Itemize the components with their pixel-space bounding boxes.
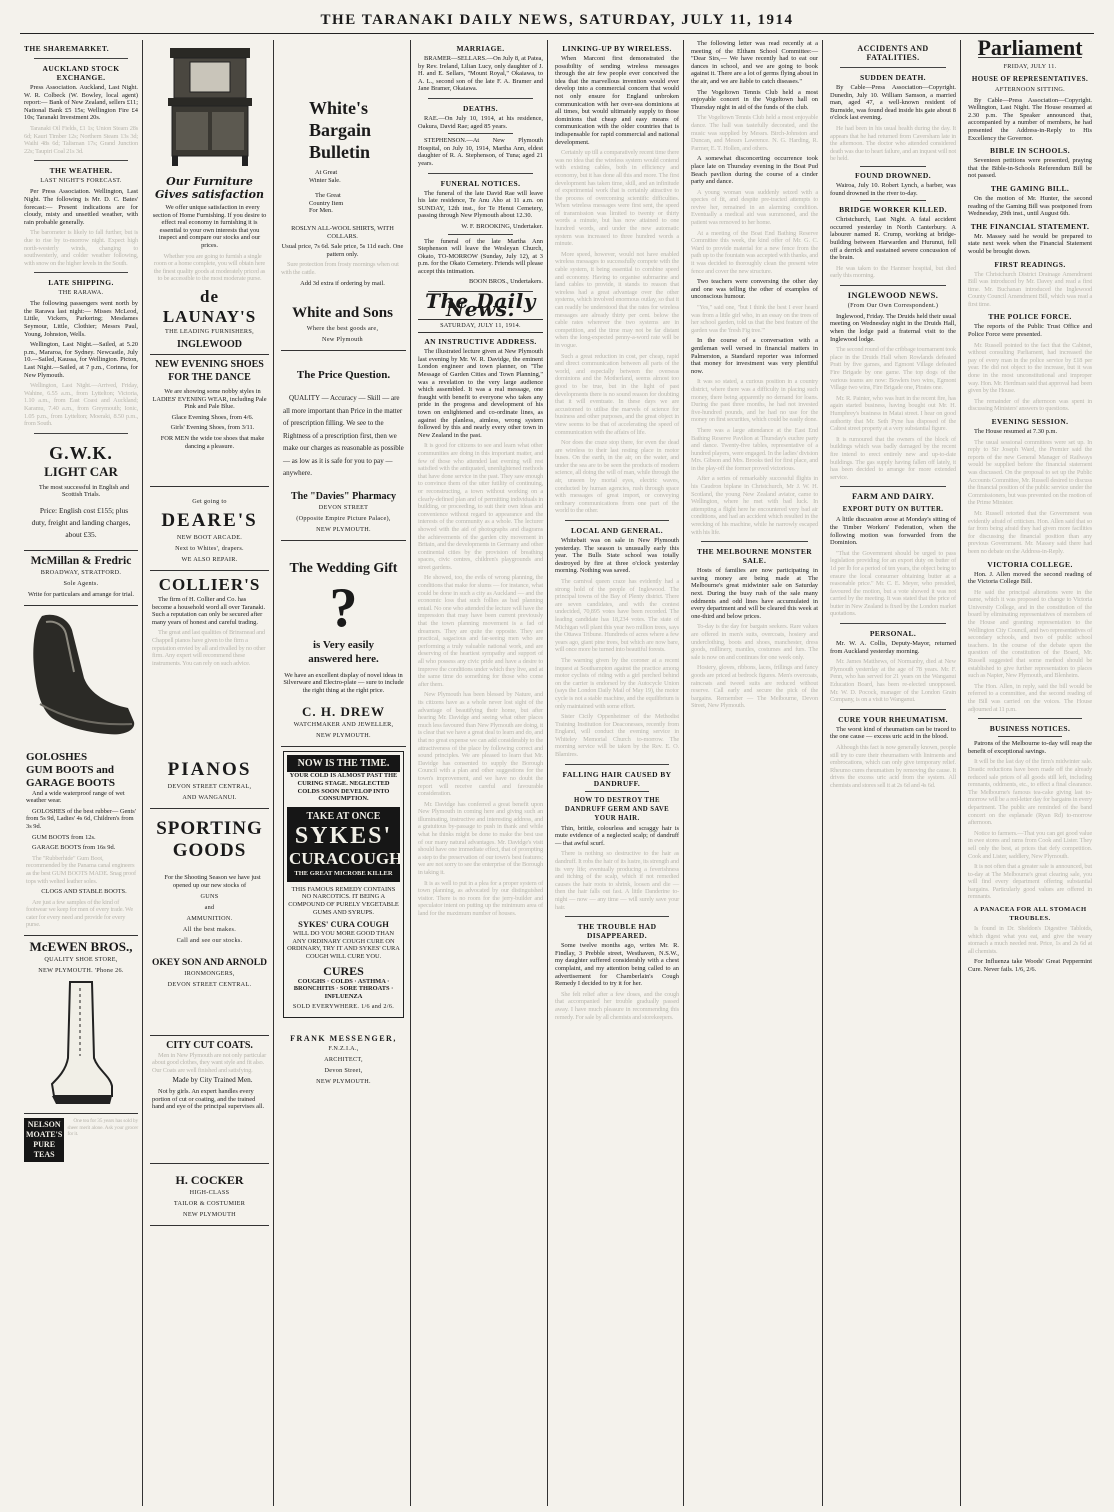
sykes-cura-cough-advert [283, 751, 404, 1018]
pianos-wanganui: AND WANGANUI. [182, 794, 237, 802]
editorial-date: SATURDAY, JULY 11, 1914. [418, 319, 543, 333]
nelson-moate-advert: NELSON MOATE'S PURE TEAS One tea for 35 years has sold by sheer merit alone. Ask your grocer for it. [24, 1118, 138, 1162]
deares-advert [150, 487, 269, 571]
bulletin-title: Bulletin [309, 142, 371, 162]
victoria-college-heading: VICTORIA COLLEGE. [987, 559, 1073, 569]
parliament-heading: Parliament [977, 40, 1083, 60]
waterproof-range: And a wide waterproof range of wet weather wear. [26, 789, 125, 805]
mcmillan-agents: Sole Agents. [63, 579, 99, 587]
evening-session-body: The House resumed at 7.30 p.m. [974, 428, 1058, 435]
bargain-title: Bargain [309, 120, 372, 140]
inglewood-heading: INGLEWOOD NEWS. [847, 289, 939, 300]
funeral-rae: The funeral of the late David Rae will leave his late residence, Te Anu Aho at 11 a.m. on SUNDAY, 12th inst., for Te Henui Cemetery, passing through New Plymouth about 12.30. [418, 189, 543, 220]
garage-boots-title: GARAGE BOOTS [26, 776, 115, 789]
police-force-heading: THE POLICE FORCE. [988, 312, 1072, 322]
personal-heading: PERSONAL. [869, 629, 917, 639]
will-cure-you: WILL DO YOU MORE GOOD THAN ANY ORDINARY COUGH CURE ON ORDINARY, TRY IT AND SYKES' CURA COUGH WILL CURE YOU. [287, 930, 400, 960]
messenger-advert [281, 1022, 406, 1092]
local-general-body: Whitebait was on sale in New Plymouth yesterday. The season is unusually early this year. The Bulls State school was totally destroyed by fire at three o'clock yesterday morning. Nothing was saved. [555, 537, 679, 575]
goloshes-advert: GOLOSHES GUM BOOTS and GARAGE BOOTS And a wide waterproof range of wet weather wear. GOLOSHES of the best rubber— Gents' from 5s 9d, Ladies' 4s 6d, Children's from 3s 9d. GUM BOOTS from 12s. GARAGE BOOTS from 16s 9d. The "Rubberhide" Gum Boot, recommended by the Panama canal engineers as the best GUM BOOTS MADE. Snag proof tops with welted leather soles. CLOGS AND STABLE BOOTS. Are just a few samples of the kind of footwear we keep for men of every trade. We cater for every need and provide for every purse. [24, 748, 138, 937]
golosh-icon [24, 608, 142, 746]
sykes-title: SYKES' [294, 822, 393, 849]
boot-icon [46, 978, 116, 1108]
stomach-troubles-heading: A PANACEA FOR ALL STOMACH TROUBLES. [973, 906, 1087, 923]
drew-town: NEW PLYMOUTH. [316, 732, 371, 740]
column-rule [142, 40, 143, 1506]
shirt-price: Usual price, 7s 6d. Sale price, 5s 11d each. One pattern only. [281, 243, 404, 258]
goloshes-title: GOLOSHES [26, 750, 88, 763]
deares-location: Next to Whites', drapers. [175, 545, 244, 553]
colliers-title: COLLIER'S [158, 575, 261, 595]
column-1: THE SHAREMARKET. AUCKLAND STOCK EXCHANGE. Press Association. Auckland, Last Night. W. R. Colbeck (W. Bowley, local agent) report:— Bank of New Zealand, sellers £11; National Bank £5 15s; Wellington Fire £4 10s; Taranaki Investment 20s. Taranaki Oil Fields, £1 1s; Union Steam 28s 6d; Kauri Timber 12s; Northern Steam 13s 3d; Waihi 48s 6d; Talisman 17s; Grand Junction 22s; Taupiri Coal 21s 3d. THE WEATHER. LAST NIGHT'S FORECAST. Per Press Association. Wellington, Last Night. The following is Mr. D. C. Bates' forecast:— Present indications are for cloudy, misty and unsettled weather, with rain probable generally. The barometer is likely to fall further, but is due to rise by to-morrow night. Expect high north-westerly winds, changing to southwesterly, and colder weather following, with snow on the higher levels in the South. LATE SHIPPING. THE RARAWA. The following passengers went north by the Rarawa last night:— Misses McLeod, Little, Vickers, Parkering; Mesdames Seymour, Little, Clothier; Messrs Paul, Young, Johnston, Wells. Wellington, Last Night.—Sailed, at 5.20 p.m., Mararoa, for Sydney. Newcastle, July 10.—Sailed, Kaussa, for Wellington. Picton, Last Night.—Sailed, at 7 p.m., Corinna, for New Plymouth. Wellington, Last Night.—Arrived, Friday, Wahine, 6.55 a.m., from Lyttelton; Victoria, 1.10 a.m., from East Coast and Auckland; Karamu, 7.40 a.m., from Greymouth; Ionic, 1.05 p.m., from Lyttelton; Moeraki, 8.50 p.m., from South. G.W.K. LIGHT CAR The most successful in English and Scottish Trials. Price: English cost £155; plus duty, freight and landing charges, about £35. McMillan & Fredric BROADWAY, STRATFORD. Sole Agents. Write for particulars and arrange for trial. GOLOSHES GUM BOOTS and GARAGE BOOTS And a wide waterproof range of wet weather wear. GOLOSHES of the best rubber— Gents' from 5s 9d, Ladies' 4s 6d, Children's from 3s 9d. GUM BOOTS from 12s. GARAGE BOOTS from 16s 9d. The "Rubberhide" Gum Boot, recommended by the Panama canal engineers as the best GUM BOOTS MADE. Snag proof tops with welted leather soles. CLOGS AND STABLE BOOTS. Are just a few samples of the kind of footwear we keep for men of every trade. We cater for every need and provide for every purse. McEWEN BROS., QUALITY SHOE STORE, NEW PLYMOUTH. 'Phone 26. NELSON MOATE'S PURE TEAS One tea for 35 years has sold by sheer merit alone. Ask your grocer for it. [20, 40, 142, 1506]
country-item: The Great Country Item For Men. [309, 192, 344, 215]
death-notice-stephenson: STEPHENSON.—At New Plymouth Hospital, on July 10, 1914, Martha Ann, eldest daughter of R. A. Stephenson, of Tuna; aged 21 years. [418, 137, 543, 167]
clogs-line: CLOGS AND STABLE BOOTS. [41, 888, 127, 896]
correspondent-note: (From Our Own Correspondent.) [847, 301, 939, 309]
personal-body: Mr. W. A. Collis, Deputy-Mayor, returned from Auckland yesterday morning. [830, 640, 956, 655]
column-3 [277, 40, 410, 1506]
undertaker-boon: BOON BROS., Undertakers. [468, 278, 543, 286]
shipping-movements: Wellington, Last Night.—Sailed, at 5.20 p.m., Mararoa, for Sydney. Newcastle, July 10.—Sailed, Kaussa, for Wellington. Picton, Last Night.—Sailed, at 7 p.m., Corinna, for New Plymouth. [24, 341, 138, 379]
wedding-gift-advert [281, 541, 406, 748]
vogeltown-concert: The Vogeltown Tennis Club held a most enjoyable concert in the Vogeltown hall on Thursday night in aid of the funds of the club. [691, 88, 818, 111]
falling-hair-heading: FALLING HAIR CAUSED BY DANDRUFF. [562, 769, 672, 788]
gaming-bill-body: On the motion of Mr. Hunter, the second reading of the Gaming Bill was postponed from Wednesday, 29th inst., until August 6th. [968, 194, 1092, 218]
column-rule [410, 40, 411, 1506]
butter-duty-heading: EXPORT DUTY ON BUTTER. [842, 506, 944, 514]
deares-intro: Get going to [192, 498, 227, 506]
drew-trade: WATCHMAKER AND JEWELLER, [293, 721, 394, 729]
best-goods: Where the best goods are, [306, 325, 379, 333]
undertaker-brooking: W. F. BROOKING, Undertaker. [461, 222, 543, 230]
city-trained: Made by City Trained Men. [172, 1076, 253, 1085]
gum-boots-price: GUM BOOTS from 12s. [32, 833, 96, 841]
column-rule [960, 40, 961, 1506]
okey-title: OKEY SON AND ARNOLD [152, 957, 267, 968]
gaming-bill-heading: THE GAMING BILL. [990, 183, 1070, 193]
question-mark: ? [329, 576, 358, 639]
city-cut-title: CITY CUT COATS. [166, 1039, 253, 1051]
take-at-once: TAKE AT ONCE [306, 810, 381, 822]
cocker-advert [150, 1164, 269, 1226]
business-notices-heading: BUSINESS NOTICES. [989, 724, 1071, 734]
messenger-trade: ARCHITECT, [324, 1056, 363, 1064]
forecast-subheading: LAST NIGHT'S FORECAST. [40, 177, 122, 185]
house-heading: HOUSE OF REPRESENTATIVES. [971, 74, 1089, 83]
mcewen-title: McEWEN BROS., [29, 939, 133, 955]
deares-title: DEARE'S [161, 510, 258, 532]
gwk-trials: The most successful in English and Scottish Trials. [38, 483, 130, 499]
bridge-worker-body: Christchurch, Last Night. A fatal accident occurred yesterday in North Canterbury. A labourer named R. Crump, working at bridge-building between Harwarden and Hurunui, fell off a derrick and sustained severe concussion of the brain. [830, 216, 956, 262]
funeral-stephenson: The funeral of the late Martha Ann Stephenson will leave the Wesleyan Church, Okato, TO-MORROW (Sunday, July 12), at 3 p.m. for the Okato Cemetery. Friends will please accept this intimation. [418, 237, 543, 275]
rheumatism-body: The worst kind of rheumatism can be traced to the one cause — excess uric acid in the blood. [830, 725, 956, 741]
mcewen-address: NEW PLYMOUTH. 'Phone 26. [38, 967, 124, 975]
goods-title: GOODS [172, 840, 247, 862]
cocker-trade: TAILOR & COSTUMIER [173, 1199, 246, 1207]
mcewen-store: QUALITY SHOE STORE, [44, 956, 118, 964]
cocker-town: NEW PLYMOUTH [183, 1210, 236, 1218]
microbe-killer: THE GREAT MICROBE KILLER [294, 869, 393, 877]
davies-street: DEVON STREET [318, 503, 369, 511]
evening-shoes-title: NEW EVENING SHOES [155, 358, 264, 370]
column-rule [273, 40, 274, 1506]
column-5: LINKING-UP BY WIRELESS. When Marconi first demonstrated the possibility of sending wireless messages through the air few people ever conceived the idea that the marvellous invention would ever develop into a commercial concern that would not only ensure for England unbroken communication with her over-sea dominions at all times, but would ultimately supply to those dominions that cheap and easy means of communication with the older countries that is indispensable for rapid commercial and national development. Certainly up till a comparatively recent time there was no idea that the wireless system would contend with existing cables, both in efficiency and economy, but it has done all this and more. The first development has taken time, skill, and an infinitude of experimental work that is certainly attractive to the process of overcoming scientific difficulties. When wireless messages were first sent, the speed of transmission was limited to twenty or thirty words a minute, but has now attained to one hundred words, and under the new automatic system was increased to three hundred words a minute. More speed, however, would not have enabled wireless messages to successfully compete with the cable system, it being essential to combine speed and economy. Having to organise submarine and land cables to provide, it stands to reason that wireless had a great advantage over the other systems, which involved enormous outlay, so that it can readily be understood that the rates for wireless messages are already thirty per cent. below the cable rates wherever the two systems are in competition, and the time may not be far distant when the long-expected penny-a-word rate will be in vogue. Such a great reduction in cost, per cheap, rapid and direct communication between all parts of the world, and especially between the overseas dominions and the Motherland, seems almost too good to be true, but in the light of past developments there is no sound reason for doubting that it will eventuate. In these days we are accustomed to utilise the marvels of science for business and other purposes, and the great object in view seems to be that of accelerating the speed of communication with the affairs of life. Nor does the craze stop there, for even the dead are wireless to their last resting place in motor buses. On the earth, in the air, on the water, and under the sea are to be seen the products of modern science, all doing the will of man, while through the air, unseen by mortal eyes, electric waves, conducted by human agencies, rush through space with messages of great import, or conveying ordinary communications from one part of the world to the other. LOCAL AND GENERAL. Whitebait was on sale in New Plymouth yesterday. The season is unusually early this year. The Bulls State school was totally destroyed by fire at three o'clock yesterday morning. Nothing was saved. The carnival queen craze has evidently had a strong hold of the people of Inglewood. The principal towns of the Bay of Plenty district. There are seven candidates, and with the contest undecided, 70,895 votes have been recorded. The leading candidate has 18,234 votes. The state of Michigan will plant this year two million trees, says the Ottawa Tribune. Hundreds of acres where a few years ago, giant pine trees, but which are now bare, will once more be turned into beautiful forests. The warning given by the coroner at a recent inquest at Southampton against the practice among motor cyclists of riding with a girl perched behind on the carrier is endorsed by the Autocycle Union (says the London Daily Mail of May 19), the motor cycle is not a stable machine, and the equilibrium is only maintained with some effort. Sister Cicily Oppenheimer of the Methodist Training Institution for Deaconesses, recently from England, will conduct the evening service in Whiteley Memorial Church to-morrow. The morning service will be taken by the Rev. E. O. Blamires. FALLING HAIR CAUSED BY DANDRUFF. HOW TO DESTROY THE DANDRUFF GERM AND SAVE YOUR HAIR. Thin, brittle, colourless and scraggy hair is mute evidence of a neglected scalp; of dandruff — that awful scurf. There is nothing so destructive to the hair as dandruff. It robs the hair of its lustre, its strength and its very life; eventually producing a feverishness and itching of the scalp, which if not remedied causes the hair roots to shrink, loosen and die — then the hair falls out fast. A little Danderine to-night — now — any time — will surely save your hair. THE TROUBLE HAD DISAPPEARED. Some twelve months ago, writes Mr. R. Findlay, 3 Prebble street, Westhaven, N.S.W., my daughter suffered considerably with a chest complaint, and my attention being called to an advertisement for Chamberlain's Cough Remedy I decided to try it for her. She felt relief after a few doses, and the cough that accompanied her trouble gradually passed away. I have much pleasure in recommending this remedy. For sale by all chemists and storekeepers. [555, 44, 679, 1021]
trouble-heading: THE TROUBLE HAD DISAPPEARED. [577, 922, 657, 941]
weather-heading: THE WEATHER. [49, 166, 113, 176]
financial-statement-heading: THE FINANCIAL STATEMENT. [970, 221, 1090, 231]
funeral-heading: FUNERAL NOTICES. [440, 178, 521, 188]
gwk-advert [24, 439, 138, 551]
davies-location: (Opposite Empire Picture Palace), [296, 514, 391, 522]
found-drowned-heading: FOUND DROWNED. [854, 170, 931, 180]
gwk-title: G.W.K. [49, 442, 113, 463]
column-rule [683, 40, 684, 1506]
gum-boots-title: GUM BOOTS and [26, 763, 115, 776]
price-question-advert [281, 351, 406, 541]
mcmillan-title: McMillan & Fredric [30, 554, 132, 567]
pianos-title: PIANOS [167, 759, 252, 781]
cura-cough-title: CURACOUGH [289, 848, 403, 868]
victoria-college-body: Hon. J. Allen moved the second reading of the Victoria College Bill. [968, 570, 1092, 586]
whites-title: White's [309, 98, 369, 118]
sideboard-icon [160, 42, 260, 170]
business-notices-body: Patrons of the Melbourne to-day will reap the benefit of exceptional savings. [968, 740, 1092, 755]
found-drowned-body: Wairoa, July 10. Robert Lynch, a barber, was found drowned in the river to-day. [830, 181, 956, 197]
mcmillan-trial: Write for particulars and arrange for trial. [27, 590, 135, 598]
men-shoes: FOR MEN the wide toe shoes that make dancing a pleasure. [160, 434, 265, 450]
pianos-address: DEVON STREET CENTRAL, [167, 783, 252, 791]
evening-session-heading: EVENING SESSION. [991, 417, 1069, 426]
marriage-heading: MARRIAGE. [456, 44, 505, 53]
dandruff-body: Thin, brittle, colourless and scraggy hair is mute evidence of a neglected scalp; of dandruff — that awful scurf. [555, 824, 679, 847]
column-2 [146, 40, 273, 1506]
and-label: and [204, 903, 215, 911]
inglewood-body: Inglewood, Friday. The Druids held their usual meeting on Wednesday night in the Druids Hall, when the lodge paid a fraternal visit to the Inglewood lodge. [830, 312, 956, 343]
masthead: THE TARANAKI DAILY NEWS, SATURDAY, JULY 11, 1914 [20, 6, 1094, 34]
deares-repair: WE ALSO REPAIR. [181, 556, 238, 564]
column-8: Parliament FRIDAY, JULY 11. HOUSE OF REPRESENTATIVES. AFTERNOON SITTING. By Cable—Press Association—Copyright. Wellington, Last Night. The House resumed at 2.30 p.m. The Speaker announced that, accompanied by a number of members, he had presented the Address-in-Reply to His Excellency the Governor. BIBLE IN SCHOOLS. Seventeen petitions were presented, praying that the Bible-in-Schools Referendum Bill be not passed. THE GAMING BILL. On the motion of Mr. Hunter, the second reading of the Gaming Bill was postponed from Wednesday, 29th inst., until August 6th. THE FINANCIAL STATEMENT. Mr. Massey said he would be prepared to state next week when the Financial Statement would be brought down. FIRST READINGS. The Christchurch District Drainage Amendment Bill was introduced by Mr. Davey and read a first time. Mr. Buchanan introduced the Inglewood County Council Amendment Bill, which was read a first time. THE POLICE FORCE. The reports of the Public Trust Office and Police Force were presented. Mr. Russell pointed to the fact that the Cabinet, without consulting Parliament, had increased the pay of every man in the police service by £18 per year. He did not object to the increase, but it was done in the most unconstitutional and improper way. Hon. Mr. Herdman said that approval had been given by the House. The remainder of the afternoon was spent in discussing Ministers' answers to questions. EVENING SESSION. The House resumed at 7.30 p.m. The usual sessional committees were set up. In reply to Sir Joseph Ward, the Premier said the reports of the new General Manager of Railways would be supplied before the financial statement was discussed. On the proposal to set up the Public Accounts Committee, Mr. Russell desired to discuss the financial position of the public service under the Commissioners, but was prevented on the motion of the Prime Minister. Mr. Russell retorted that the Government was evidently afraid of criticism. Hon. Allen said that so far from being afraid they had given more facilities for discussing the financial position than any previous Government. Mr. Massey said there had been no debate on the Address-in-Reply. VICTORIA COLLEGE. Hon. J. Allen moved the second reading of the Victoria College Bill. He said the principal alterations were in the name, which it was proposed to change to Victoria University College, and in the constitution of the board by eliminating representatives of members of the House and granting representation to the Wellington City Council, and two representatives of secondary schools, and two of public school teachers. In the course of the debate upon the question of the constitution of the Board, Mr. Russell suggested that some method should be established to give further representation to places such as Napier, New Plymouth, and Blenheim. The Hon. Allen, in reply, said the bill would be referred to a committee, and the second reading of the Bill was carried on the voices. The House adjourned at 11 p.m. BUSINESS NOTICES. Patrons of the Melbourne to-day will reap the benefit of exceptional savings. It will be the last day of the firm's midwinter sale. Drastic reductions have been made off the already reduced sale prices of all goods still left, including remnants, oddments, etc., to effect a final clearance. The Melbourne's famous tea-cake giving last to-morrow will be a red-letter day for bargains in every department. The public are reminded of the band concert on the esplanade (Ryan Rd) to-morrow afternoon. Notice to farmers.—That you can get good value in ewe stores and rams from Cook and Lister. They sell only the best, at prices that defy competition. Cook and Lister, saddlery, New Plymouth. It is not often that a greater sale is announced, but to-day at The Melbourne's great clearing sale, you will find every department offering substantial bargains. Particularly good values are offered in remnants. A PANACEA FOR ALL STOMACH TROUBLES. Is found in Dr. Sheldon's Digestive Tabloids, which digest what you eat, and give the weary stomach a much needed rest. Price, 1s and 2s 6d at all chemists. For Influenza take Woods' Great Peppermint Cure. Never fails. 1/6, 2/6. [968, 40, 1092, 974]
davies-title: The "Davies" Pharmacy [291, 490, 396, 502]
mcmillan-address: BROADWAY, STRATFORD. [40, 568, 122, 576]
garage-boots-price: GARAGE BOOTS from 16s 9d. [32, 844, 116, 852]
wedding-gift-title: The Wedding Gift [289, 560, 398, 576]
furniture-headline: Our Furniture [166, 175, 253, 188]
sharemarket-heading: THE SHAREMARKET. [24, 44, 110, 53]
column-rule [547, 40, 548, 1506]
dandruff-subheading: HOW TO DESTROY THE DANDRUFF GERM AND SAVE YOUR HAIR. [564, 796, 670, 822]
mcmillan-advert [24, 551, 138, 606]
melbourne-sale-body: Hosts of families are now participating in saving money are being made at The Melbourne's great midwinter sale on Saturday next. During the busy rush of the sale many oddments and odd lines have accumulated in every department and will be cleared this week at one-third and below prices. [691, 567, 818, 620]
wedding-gift-body: We have an excellent display of novel ideas in Silverware and Electro-plate — sure to include the right thing at the right price. [283, 671, 404, 694]
whites-town: New Plymouth [322, 336, 363, 344]
best-makes: All the best makes. [182, 925, 237, 933]
glace-shoes: Glace Evening Shoes, from 4/6. [171, 413, 254, 421]
furniture-body: We offer unique satisfaction in every section of Home Furnishing. If you desire to effect real economy in furnishing it is essential to your own interests that you inspect and compare our stocks and our prices. [152, 204, 267, 249]
melbourne-sale-heading: THE MELBOURNE MONSTER SALE. [696, 547, 813, 566]
girls-shoes: Girls' Evening Shoes, from 3/11. [170, 424, 255, 432]
city-cut-body: Not by girls. An expert handles every portion of cut or coating, and the trained hand and eye of the principal supervises all. [152, 1088, 265, 1111]
weather-report: Per Press Association. Wellington, Last Night. The following is Mr. D. C. Bates' forecast:— Present indications are for cloudy, misty and unsettled weather, with rain probable generally. [24, 188, 138, 226]
sudden-death-heading: SUDDEN DEATH. [860, 73, 926, 82]
price-question-title: The Price Question. [296, 369, 391, 382]
police-force-body: The reports of the Public Trust Office and Police Force were presented. [968, 323, 1092, 339]
messenger-qual: F.N.Z.I.A., [328, 1045, 359, 1053]
eltham-letter: The following letter was read recently at a meeting of the Eltham School Committee:— "Dear Sirs,— We have recently had to eat our dances in school, and we are going to book against it. There are a lot of germs flying about in the air, and we are liable to catch diseases." [691, 40, 818, 85]
late-shipping-heading: LATE SHIPPING. [48, 278, 114, 288]
city-cut-coats-advert: CITY CUT COATS. Men in New Plymouth are not only particular about good clothes, they want style and fit also. Our Coats are well finished and satisfying. Made by City Trained Men. Not by girls. An expert handles every portion of cut or coating, and the trained hand and eye of the principal supervises all. [150, 1036, 269, 1164]
pure-teas-label: PURE TEAS [33, 1140, 56, 1160]
call-and-see: Call and see our stocks. [176, 936, 243, 944]
financial-statement-body: Mr. Massey said he would be prepared to state next week when the Financial Statement would be brought down. [968, 232, 1092, 255]
influenza-cure: For Influenza take Woods' Great Peppermint Cure. Never fails. 1/6, 2/6. [968, 958, 1092, 974]
colliers-body: The firm of H. Collier and Co. has become a household word all over Taranaki. Such a reputation can only be secured after many years of honest and careful trading. [152, 596, 266, 626]
deares-arcade: NEW BOOT ARCADE. [176, 534, 243, 542]
furniture-subheadline: Gives satisfaction [155, 188, 264, 201]
sykes-repeat: SYKES' CURA COUGH [298, 919, 389, 930]
parliament-date: FRIDAY, JULY 11. [1003, 62, 1057, 70]
ailments-list: COUGHS · COLDS · ASTHMA · BRONCHITIS · SORE THROATS · INFLUENZA [293, 977, 394, 1000]
wireless-body: When Marconi first demonstrated the possibility of sending wireless messages through the air few people ever conceived the idea that the marvellous invention would ever develop into a commercial concern that would not only ensure for England unbroken communication with her over-sea dominions at all times, but would ultimately supply to those dominions that cheap and easy means of communication with the older countries that is indispensable for rapid commercial and national development. [555, 55, 679, 146]
cocker-title: H. COCKER [175, 1172, 244, 1187]
easily-answered-1: is Very easily [312, 638, 375, 651]
local-general-heading: LOCAL AND GENERAL. [570, 526, 663, 536]
sold-everywhere: SOLD EVERYWHERE. 1/6 and 2/6. [292, 1003, 395, 1011]
easily-answered-2: answered here. [308, 652, 379, 665]
guns-label: GUNS [200, 892, 219, 900]
cures-label: CURES [323, 963, 364, 978]
bible-schools-heading: BIBLE IN SCHOOLS. [990, 146, 1070, 156]
stock-exchange-heading: AUCKLAND STOCK EXCHANGE. [42, 64, 120, 82]
no-narcotics: THIS FAMOUS REMEDY CONTAINS NO NARCOTICS. IT BEING A COMPOUND OF PURELY VEGETABLE GUMS AND SYRUPS. [288, 885, 399, 916]
price-question-body: QUALITY — Accuracy — Skill — are all more important than Price in the matter of prescription filling. We see to the Rightness of a prescription first, then we make our charges as reasonable as possible — as low as it is safe for you to pay — anywhere. [283, 394, 404, 478]
gwk-subtitle: LIGHT CAR [44, 463, 118, 479]
death-notice-rae: RAE.—On July 10, 1914, at his residence, Oakura, David Rae; aged 85 years. [418, 114, 543, 130]
messenger-title: FRANK MESSENGER, [290, 1034, 397, 1044]
farm-dairy-heading: FARM AND DAIRY. [852, 491, 934, 502]
golosh-illustration [24, 608, 138, 748]
column-7: ACCIDENTS AND FATALITIES. SUDDEN DEATH. By Cable—Press Association—Copyright. Dunedin, July 10. William Samson, a married man, aged 47, a well-known resident of Burnside, was found dead inside his gate about 8 o'clock last evening. He had been in his usual health during the day. It appears that he had returned from Caversham late in the afternoon. The doctor who attended considered death was due to heart failure, and an inquest will not be held. FOUND DROWNED. Wairoa, July 10. Robert Lynch, a barber, was found drowned in the river to-day. BRIDGE WORKER KILLED. Christchurch, Last Night. A fatal accident occurred yesterday in North Canterbury. A labourer named R. Crump, working at bridge-building between Harwarden and Hurunui, fell off a derrick and sustained severe concussion of the brain. He was taken to the Hanmer hospital, but died early this morning. INGLEWOOD NEWS. (From Our Own Correspondent.) Inglewood, Friday. The Druids held their usual meeting on Wednesday night in the Druids Hall, when the lodge paid a fraternal visit to the Inglewood lodge. The second round of the cribbage tournament took place in the Druids Hall when Rowlands defeated Pratt by five games, and Egmont Village defeated Fire Brigade by one game. The top dogs of the various teams are now: Bowlers two wins, Egmont Village two wins, Fire Brigade one, Pirates one. Mr. R. Painter, who was hurt in the recent fire, has again started business, having bought out Mr. H. Humphrey's business in Matai street. I hear on good authority that Mr. Seth Pyne has disposed of the Caltest street property at a very substantial figure. It is rumoured that the owners of the block of buildings which was badly damaged by the recent fire intend to erect entirely new and up-to-date buildings. The gas supply having fallen off lately, it has been decided to arrange for more extended service. FARM AND DAIRY. EXPORT DUTY ON BUTTER. A little discussion arose at Monday's sitting of the Timber Workers' Federation, when the following motion was forwarded from the Dominion. "That the Government should be urged to pass legislation providing for an export duty on butter of 1d per lb for a period of ten years, the object being to ensure the local consumer obtaining butter at a reasonable price." Mr. C. E. Meyer, who presided, favoured the motion, but a vote showed it was not carried by the meeting. It was stated that the price of butter in New Zealand is fixed by the London market quotations. PERSONAL. Mr. W. A. Collis, Deputy-Mayor, returned from Auckland yesterday morning. Mr. James Matthews, of Normanby, died at New Plymouth yesterday at the age of 78 years. Mr. F. Penn, who has served for 21 years on the Wanganui Education Board, has been re-elected unopposed. Mr. W. D. Pocock, manager of the London Grain Company, is on a visit to Wanganui. CURE YOUR RHEUMATISM. The worst kind of rheumatism can be traced to the one cause — excess uric acid in the blood. Although this fact is now generally known, people still try to cure their rheumatism with liniments and embrocations, which can only give temporary relief. Rheumo cures rheumatism by removing the cause. It drives the excess uric acid from the system. All chemists and stores sell it at 2s 6d and 4s 6d. [830, 44, 956, 789]
rarawa-passengers: The following passengers went north by the Rarawa last night:— Misses McLeod, Little, Vickers, Parkering; Mesdames Seymour, Little, Clothier; Messrs Paul, Young, Johnston, Wells. [24, 300, 138, 338]
delaunay-title: de LAUNAY'S [162, 286, 257, 326]
rarawa-subheading: THE RARAWA. [58, 289, 104, 297]
evening-shoes-body: We are showing some nobby styles in LADIES' EVENING WEAR, including Pale Pink and Pale Blue. [152, 387, 267, 411]
editorial-body: The illustrated lecture given at New Plymouth last evening by Mr. W. R. Davidge, the eminent London engineer and town planner, on "The Message of Garden Cities and Town Planning," was a revelation to the very large audience which assembled. It was a real message, one fraught with benefit to everyone who takes any pride in the progress and development of his town on enlightened and co-ordinate lines, as against the planless, aimless, wrong system followed by this and nearly every other town in New Zealand in the past. [418, 348, 543, 439]
now-is-the-time: NOW IS THE TIME. [287, 755, 400, 772]
pavilion-occurrence: A somewhat disconcerting occurrence took place late on Thursday evening in the Boat Pud Beach pavilion during the course of a cinder party and dance. [691, 155, 818, 186]
bible-schools-body: Seventeen petitions were presented, praying that the Bible-in-Schools Referendum Bill be not passed. [968, 157, 1092, 180]
shooting-season: For the Shooting Season we have just opened up our new stocks of [164, 874, 261, 890]
mcewen-advert [24, 936, 138, 1114]
deaths-heading: DEATHS. [463, 103, 498, 113]
teachers-humour: Two teachers were conversing the other day and one was telling the other of examples of unconscious humour. [691, 278, 818, 301]
trouble-body: Some twelve months ago, writes Mr. R. Findlay, 3 Prebble street, Westhaven, N.S.W., my daughter suffered considerably with a chest complaint, and my attention being called to an advertisement for Chamberlain's Cough Remedy I decided to try it for her. [555, 942, 679, 988]
okey-address: DEVON STREET CENTRAL. [167, 980, 252, 988]
marriage-notice: BRAMER—SELLARS.—On July 8, at Patea, by Rev. Ireland, Lilian Lucy, only daughter of J. H. and E. Sellars, "Mount Royal," Okaiawa, to A. L., second son of the late F. A. Bramer and Jane Bramer, Okaiawa. [418, 55, 543, 93]
furniture-advert: Our Furniture Gives satisfaction We offer unique satisfaction in every section of Home Furnishing. If you desire to effect real economy in furnishing it is essential to your own interests that you inspect and compare our stocks and our prices. Whether you are going to furnish a single room or a home complete, you will obtain here the finest quality goods at moderately priced as to be accessible to the most moderate purse. de LAUNAY'S THE LEADING FURNISHERS, INGLEWOOD [150, 172, 269, 355]
sudden-death-body: By Cable—Press Association—Copyright. Dunedin, July 10. William Samson, a married man, aged 47, a well-known resident of Burnside, was found dead inside his gate about 8 o'clock last evening. [830, 84, 956, 122]
sporting-goods-advert [150, 809, 269, 1035]
wireless-heading: LINKING-UP BY WIRELESS. [562, 44, 672, 53]
column-rule [822, 40, 823, 1506]
finance-conversation: In the course of a conversation with a gentleman well versed in financial matters in Palmerston, a Standard reporter was informed that money for investment was very plentiful now. [691, 337, 818, 375]
delaunay-subtitle: THE LEADING FURNISHERS, [165, 327, 254, 335]
sporting-title: SPORTING [156, 818, 263, 840]
goloshes-prices: GOLOSHES of the best rubber— Gents' from 5s 9d, Ladies' 4s 6d, Children's from 3s 9d. [26, 807, 136, 830]
butter-duty-body: A little discussion arose at Monday's sitting of the Timber Workers' Federation, when the following motion was forwarded from the Dominion. [830, 516, 956, 547]
ammunition-label: AMMUNITION. [186, 914, 233, 922]
delaunay-town: INGLEWOOD [176, 338, 242, 350]
gwk-price: Price: English cost £155; plus duty, freight and landing charges, about £35. [31, 505, 131, 539]
roslyn-shirts: ROSLYN ALL-WOOL SHIRTS, WITH COLLARS. [291, 224, 394, 240]
messenger-street: Devon Street, [324, 1067, 363, 1075]
cocker-class: HIGH-CLASS [189, 1188, 230, 1196]
rheumatism-heading: CURE YOUR RHEUMATISM. [838, 714, 948, 724]
bridge-worker-heading: BRIDGE WORKER KILLED. [839, 205, 947, 215]
first-readings-heading: FIRST READINGS. [994, 259, 1066, 269]
drew-title: C. H. DREW [302, 704, 385, 720]
accidents-heading: ACCIDENTS AND FATALITIES. [857, 44, 929, 62]
white-and-sons: White and Sons [292, 305, 393, 322]
for-the-dance: FOR THE DANCE [168, 371, 251, 383]
messenger-town: NEW PLYMOUTH. [316, 1078, 371, 1086]
daily-news-logo: The Daily News. [425, 289, 536, 321]
nelson-label: NELSON [27, 1120, 61, 1130]
column-6: The following letter was read recently at a meeting of the Eltham School Committee:— "Dear Sirs,— We have recently had to eat our dances in school, and we are going to book against it. There are a lot of germs flying about in the air, and we are liable to catch diseases." The Vogeltown Tennis Club held a most enjoyable concert in the Vogeltown hall on Thursday night in aid of the funds of the club. The Vogeltown Tennis Club held a most enjoyable dance. The hall was tastefully decorated, and the music was supplied by Messrs. Birch-Johnston and Duncan, and Messrs Lawrence. N. G. Harding, R. Parmer, E. T. Hollen, and others. A somewhat disconcerting occurrence took place late on Thursday evening in the Boat Pud Beach pavilion during the course of a cinder party and dance. A young woman was suddenly seized with a species of fit, and despite pre-tracted attempts to revive her, remained in an alarming condition. Eventually a medical aid was summoned, and the patient was removed to her home. At a meeting of the Boat End Bathing Reserve Committee this week, the kind offer of Mr. G. C. Ward to provide material for a new fence from the path up to the fountain was accepted with thanks, and it was decided to thoroughly clean the present wire fence and cover the new structure. Two teachers were conversing the other day and one was telling the other of examples of unconscious humour. "Yes," said one, "but I think the best I ever heard was from a little girl who, in an essay on the trees of her school garden, told us that the best feature of the garden was the 'fresh Fig tree.'" In the course of a conversation with a gentleman well versed in financial matters in Palmerston, a Standard reporter was informed that money for investment was very plentiful now. It was so stated, a curious position in a country district, where there was a difficulty in placing such money, there being apparently no demand for loans. During the past three months, he had not invested five-hundred pounds, and he had no use for the money on first securities, which could be easily done. There was a large attendance at the East End Bathing Reserve Pavilion at Thursday's euchre party and dance. Twenty-five tables, representative of a hundred players, were engaged. In the ladies' division Mrs. Gibson and Mrs. Brooks tied for first place, and in the play-off the former proved victorious. After a series of remarkably successful flights in his Caudron biplane in Christchurch, Mr J. W. H. Scotland, the young New Zealand aviator, came to Wellington, where he met with bad luck. In attempting a flight here he encountered very bad air conditions, and had an accident which resulted in the wrecking of his machine, while he narrowly escaped with his life. THE MELBOURNE MONSTER SALE. Hosts of families are now participating in saving money are being made at The Melbourne's great midwinter sale on Saturday next. During the busy rush of the sale many oddments and odd lines have accumulated in every department and will be cleared this week at one-third and below prices. To-day is the day for bargain seekers. Rare values are offered in men's suits, overcoats, hosiery and underclothing, boots and shoes, manchester, dress goods, millinery, mantles, costumes and furs. The sale is now on and continues for one week only. Hosiery, gloves, ribbons, laces, frillings and fancy goods are priced at bedrock figures. Men's overcoats, raincoats and tweed suits are reduced without reserve. Call early and secure the pick of the bargains. Remember — The Melbourne, Devon Street, New Plymouth. [691, 40, 818, 710]
mail-order-note: Add 3d extra if ordering by mail. [300, 279, 385, 287]
column-4: MARRIAGE. BRAMER—SELLARS.—On July 8, at Patea, by Rev. Ireland, Lilian Lucy, only daughter of J. H. and E. Sellars, "Mount Royal," Okaiawa, to A. L., second son of the late F. A. Bramer and Jane Bramer, Okaiawa. DEATHS. RAE.—On July 10, 1914, at his residence, Oakura, David Rae; aged 85 years. STEPHENSON.—At New Plymouth Hospital, on July 10, 1914, Martha Ann, eldest daughter of R. A. Stephenson, of Tuna; aged 21 years. FUNERAL NOTICES. The funeral of the late David Rae will leave his late residence, Te Anu Aho at 11 a.m. on SUNDAY, 12th inst., for Te Henui Cemetery, passing through New Plymouth about 12.30. W. F. BROOKING, Undertaker. The funeral of the late Martha Ann Stephenson will leave the Wesleyan Church, Okato, TO-MORROW (Sunday, July 12), at 3 p.m. for the Okato Cemetery. Friends will please accept this intimation. BOON BROS., Undertakers. The Daily News. SATURDAY, JULY 11, 1914. AN INSTRUCTIVE ADDRESS. The illustrated lecture given at New Plymouth last evening by Mr. W. R. Davidge, the eminent London engineer and town planner, on "The Message of Garden Cities and Town Planning," was a revelation to the very large audience which assembled. It was a real message, one fraught with benefit to everyone who takes any pride in the progress and development of his town on enlightened and co-ordinate lines, as against the planless, aimless, wrong system followed by this and nearly every other town in New Zealand in the past. It is good for citizens to see and learn what other communities are doing in this important matter, and few of those who attended last evening will rest satisfied with the antiquated, unenlightened methods that have done service in the past. They saw enough to convince them of the utter futility of continuing, or reconstructing, a town without working on a clearly-defined plan and of permitting individuals in building, or proceeding, to suit their own ideas and convenience without regard to appearance and the interests of the community as a whole. The lecturer showed with the aid of photographs and diagrams the achievements of the garden city movement in Britain, and the developments in Germany and other continental cities by the provision of breathing spaces, civic centres, children's playgrounds and street gardens. He showed, too, the evils of wrong planning, the conditions that make for slums — for instance, what could be done in such a city as Auckland — and the economic loss that such follies as bad planning entail. No one who attended the lecture will have the impression that may have been current previously that the town planning movement is a fad of dreamers. They are quite the opposite. They are practical, sagacious and far-seeing men who are performing a truly valuable national work, and are deserving of the heartiest sympathy and support of all who possess any civic pride and have a desire to improve the conditions under which they live, and at the same time do something for those who come after them. New Plymouth has been blessed by Nature, and its citizens have as a whole never lost sight of the advantage of beautifying their home, but after hearing Mr. Davidge and seeing what other places much less favoured than New Plymouth are doing, it is clear that we have a great deal to learn and do, and that no great expense we can add considerably to the attractiveness of the place by following correct and sound principles. We are pleased to learn that Mr. Davidge has consented to supply the Borough Council with a plan and other suggestions for the town's improvement, and we have no doubt the report will receive careful and favourable consideration. Mr. Davidge has conferred a great benefit upon New Plymouth in coming here and giving such an illuminating, instructive and interesting address, and a gratuitous by-passage to push in thank and while what he thinks might be done to make the best use of our many natural advantages. Mr. Davidge's visit should have one immediate effect, that of prompting a step to the preservation of our town's best features; we are not sorry to see the enterprise of the Borough in taking it. It is as well to put in a plea for a proper system of town planning, as advocated by our distinguished visitor. There is no room for the jerry-builder and speculator intent on putting up the minimum area of land for the maximum number of houses. [418, 44, 543, 917]
okey-trade: IRONMONGERS, [184, 969, 235, 977]
evening-shoes-advert [150, 355, 269, 487]
whites-bargain-advert: White's Bargain Bulletin At Great Winter Sale. The Great Country Item For Men. ROSLYN ALL-WOOL SHIRTS, WITH COLLARS. Usual price, 7s 6d. Sale price, 5s 11d each. One pattern only. Sure protection from frosty mornings when out with the cattle. Add 3d extra if ordering by mail. White and Sons Where the best goods are, New Plymouth [281, 40, 406, 351]
davies-town: NEW PLYMOUTH. [316, 525, 371, 533]
house-opening: By Cable—Press Association—Copyright. Wellington, Last Night. The House resumed at 2.30 p.m. The Speaker announced that, accompanied by a number of members, he had presented the Address-in-Reply to His Excellency the Governor. [968, 96, 1092, 142]
colliers-advert: COLLIER'S The firm of H. Collier and Co. has become a household word all over Taranaki. Such a reputation can only be secured after many years of honest and careful trading. The great and last qualities of Brinsmead and Chappell pianos have given to the firm a reputation envied by all and rivalled by no other firm. Any expert will recommend these instruments. You can rely on such advice. PIANOS DEVON STREET CENTRAL, AND WANGANUI. [150, 571, 269, 809]
editorial-heading: AN INSTRUCTIVE ADDRESS. [424, 337, 537, 347]
cold-warning: YOUR COLD IS ALMOST PAST THE CURING STAGE. NEGLECTED COLDS SOON DEVELOP INTO CONSUMPTION. [289, 772, 398, 803]
moates-label: MOATE'S [26, 1130, 63, 1140]
afternoon-sitting: AFTERNOON SITTING. [994, 85, 1066, 93]
winter-sale: At Great Winter Sale. [309, 169, 341, 184]
stock-report: Press Association. Auckland, Last Night. W. R. Colbeck (W. Bowley, local agent) report:— Bank of New Zealand, sellers £11; National Bank £5 15s; Wellington Fire £4 10s; Taranaki Investment 20s. [24, 84, 138, 122]
